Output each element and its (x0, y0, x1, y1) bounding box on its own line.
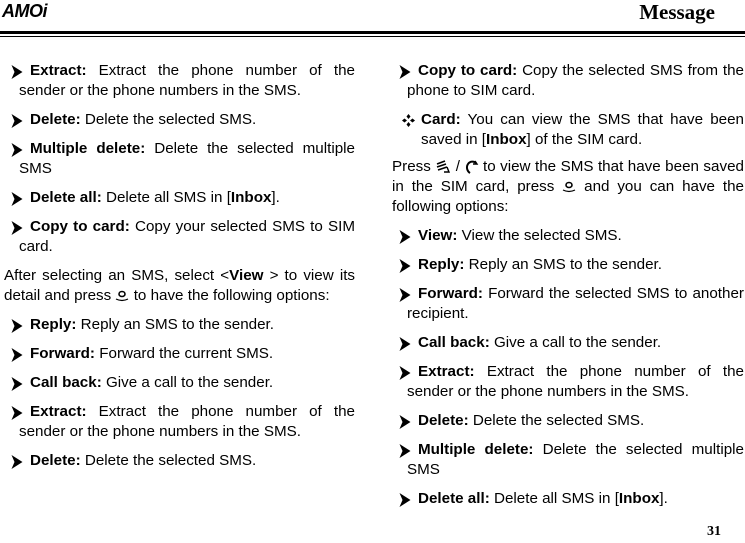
item-text: Forward the current SMS. (99, 345, 274, 362)
page-number: 31 (707, 524, 721, 539)
arrowhead-bullet-icon (392, 288, 418, 302)
list-item (392, 362, 744, 402)
item-bold-text: Inbox (618, 490, 660, 507)
arrowhead-bullet-icon (4, 221, 30, 235)
list-item (4, 373, 355, 393)
list-item (4, 110, 355, 130)
card-text-end: ] of the SIM card. (526, 131, 643, 148)
list-item (4, 315, 355, 335)
list-item (4, 61, 355, 101)
navigation-key-icon (465, 160, 479, 174)
header-rule-thick (0, 31, 745, 34)
item-bold-text: Inbox (230, 189, 272, 206)
press-text-start: Press (392, 158, 436, 175)
item-text: Give a call to the sender. (105, 374, 274, 391)
ok-key-icon (115, 289, 129, 303)
item-text: Delete the selected SMS. (472, 412, 645, 429)
list-item (4, 217, 355, 257)
item-text-end: ]. (271, 189, 280, 206)
item-text: Reply an SMS to the sender. (80, 316, 274, 333)
arrowhead-bullet-icon (392, 337, 418, 351)
item-text: Delete the selected SMS. (84, 111, 257, 128)
intro-bold-view: View (229, 267, 264, 284)
card-text: You can view the SMS that have been saved in [ (421, 111, 744, 148)
item-text-end: ]. (659, 490, 668, 507)
ok-key-icon (562, 180, 576, 194)
item-text: Extract the phone number of the sender or the phone numbers in the SMS. (19, 62, 355, 99)
header-rule-thin (0, 36, 745, 37)
arrowhead-bullet-icon (4, 65, 30, 79)
item-term: View: (418, 227, 458, 244)
list-item (392, 284, 744, 324)
list-item (392, 333, 744, 353)
item-term: Copy to card: (30, 218, 130, 235)
item-text: Copy the selected SMS from the phone to SIM card. (407, 62, 744, 99)
item-text: Extract the phone number of the sender or the phone numbers in the SMS. (19, 403, 355, 440)
item-text: Delete the selected multiple SMS (19, 140, 355, 177)
list-item (392, 489, 744, 509)
intro-text-mid: > to view its detail and press (4, 267, 356, 304)
item-term: Delete all: (30, 189, 102, 206)
arrowhead-bullet-icon (4, 114, 30, 128)
item-text: Delete all SMS in [ (105, 189, 231, 206)
item-text: Delete the selected SMS. (84, 452, 257, 469)
item-term: Delete all: (418, 490, 490, 507)
list-item (4, 402, 355, 442)
item-term: Delete: (30, 111, 81, 128)
list-item (4, 344, 355, 364)
options-intro-paragraph (4, 266, 355, 306)
item-term: Call back: (30, 374, 102, 391)
list-item (392, 255, 744, 275)
item-term: Copy to card: (418, 62, 518, 79)
arrowhead-bullet-icon (392, 230, 418, 244)
arrowhead-bullet-icon (392, 65, 418, 79)
arrowhead-bullet-icon (392, 493, 418, 507)
list-item (4, 451, 355, 471)
press-text-end: and you can have the following options: (392, 178, 744, 215)
item-term: Extract: (30, 403, 87, 420)
item-text: Copy your selected SMS to SIM card. (19, 218, 355, 255)
arrowhead-bullet-icon (4, 348, 30, 362)
arrowhead-bullet-icon (392, 415, 418, 429)
intro-text-end: to have the following options: (133, 287, 330, 304)
item-term: Reply: (418, 256, 465, 273)
item-term: Forward: (418, 285, 483, 302)
page-title: Message (639, 0, 715, 24)
item-term: Delete: (418, 412, 469, 429)
list-item (4, 139, 355, 179)
press-text-mid: to view the SMS that have been saved in the SIM card, press (392, 158, 744, 195)
right-column (392, 61, 744, 518)
list-item (392, 61, 744, 101)
item-text: Extract the phone number of the sender or the phone numbers in the SMS. (407, 363, 744, 400)
card-bold-inbox: Inbox (486, 131, 527, 148)
arrowhead-bullet-icon (4, 319, 30, 333)
arrowhead-bullet-icon (4, 143, 30, 157)
arrowhead-bullet-icon (392, 444, 418, 458)
arrowhead-bullet-icon (392, 259, 418, 273)
item-term: Extract: (30, 62, 87, 79)
left-column (4, 61, 355, 480)
item-term: Forward: (30, 345, 95, 362)
left-soft-key-icon (435, 160, 451, 174)
item-text: Give a call to the sender. (493, 334, 662, 351)
press-paragraph (392, 157, 744, 217)
arrowhead-bullet-icon (4, 406, 30, 420)
item-text: Delete the selected multiple SMS (407, 441, 744, 478)
list-item (392, 226, 744, 246)
item-text: View the selected SMS. (461, 227, 622, 244)
item-term: Reply: (30, 316, 77, 333)
item-term: Multiple delete: (418, 441, 534, 458)
item-text: Reply an SMS to the sender. (468, 256, 662, 273)
arrowhead-bullet-icon (4, 377, 30, 391)
item-text: Forward the selected SMS to another recipient. (407, 285, 744, 322)
item-term: Extract: (418, 363, 475, 380)
item-text: Delete all SMS in [ (493, 490, 619, 507)
intro-text-start: After selecting an SMS, select < (4, 267, 230, 284)
list-item (4, 188, 355, 208)
card-sub-item (392, 110, 744, 150)
press-slash: / (455, 158, 461, 175)
four-diamond-bullet-icon (402, 114, 415, 127)
item-term: Call back: (418, 334, 490, 351)
arrowhead-bullet-icon (4, 192, 30, 206)
list-item (392, 440, 744, 480)
item-term: Delete: (30, 452, 81, 469)
arrowhead-bullet-icon (392, 366, 418, 380)
amoi-logo (0, 0, 66, 22)
item-term: Multiple delete: (30, 140, 146, 157)
list-item (392, 411, 744, 431)
card-term: Card: (421, 111, 461, 128)
arrowhead-bullet-icon (4, 455, 30, 469)
svg-text:AMOi: AMOi (2, 1, 47, 21)
